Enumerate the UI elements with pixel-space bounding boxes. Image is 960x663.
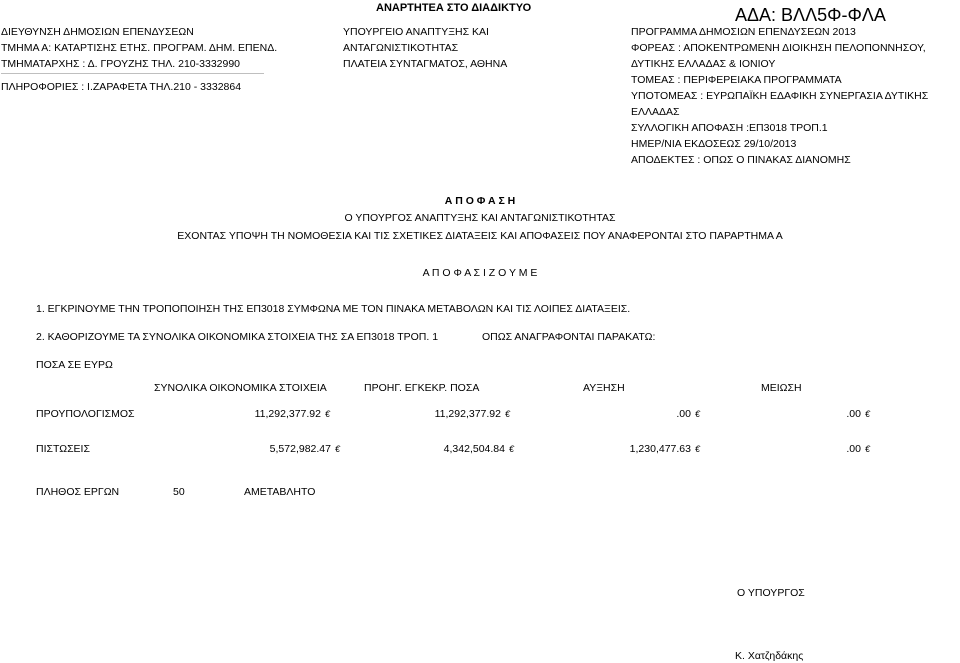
header-middle-line: ΥΠΟΥΡΓΕΙΟ ΑΝΑΠΤΥΞΗΣ ΚΑΙ [343,26,489,38]
header-right-line: ΑΠΟΔΕΚΤΕΣ : ΟΠΩΣ Ο ΠΙΝΑΚΑΣ ΔΙΑΝΟΜΗΣ [631,154,851,166]
euro-symbol: € [334,444,340,454]
header-left-line: ΤΜΗΜΑΤΑΡΧΗΣ : Δ. ΓΡΟΥΖΗΣ ΤΗΛ. 210-3332990 [1,58,241,70]
euro-symbol: € [694,444,700,454]
table-header-increase: ΑΥΞΗΣΗ [583,382,625,394]
header-left-line: ΔΙΕΥΘΥΝΣΗ ΔΗΜΟΣΙΩΝ ΕΠΕΝΔΥΣΕΩΝ [1,26,194,38]
euro-symbol: € [504,409,510,419]
header-right-line: ΣΥΛΛΟΓΙΚΗ ΑΠΟΦΑΣΗ :ΕΠ3018 ΤΡΟΠ.1 [631,122,828,134]
projects-label: ΠΛΗΘΟΣ ΕΡΓΩΝ [36,486,120,498]
header-right-line: ΦΟΡΕΑΣ : ΑΠΟΚΕΝΤΡΩΜΕΝΗ ΔΙΟΙΚΗΣΗ ΠΕΛΟΠΟΝΝΗΣΟΥ, [631,42,926,54]
amount-value: .00 [676,408,691,420]
table-header-decrease: ΜΕΙΩΣΗ [761,382,802,394]
projects-count: 50 [173,486,185,498]
ada-code: ΑΔΑ: ΒΛΛ5Φ-ΦΛΑ [735,5,886,25]
program-info-block [631,24,928,168]
header-middle-line: ΑΝΤΑΓΩΝΙΣΤΙΚΟΤΗΤΑΣ [343,42,459,54]
decision-item-2: 2. ΚΑΘΟΡΙΖΟΥΜΕ ΤΑ ΣΥΝΟΛΙΚΑ ΟΙΚΟΝΟΜΙΚΑ ΣΤΟΙΧΕΙΑ ΤΗΣ ΣΑ ΕΠ3018 ΤΡΟΠ. 1 [36,331,439,343]
euro-symbol: € [694,409,700,419]
table-cell-total [200,442,340,456]
decision-title: Α Π Ο Φ Α Σ Η [444,195,516,207]
amount-value: 4,342,504.84 [443,443,505,455]
table-cell-total [200,407,330,421]
decision-item-2-suffix: ΟΠΩΣ ΑΝΑΓΡΑΦΟΝΤΑΙ ΠΑΡΑΚΑΤΩ: [482,331,656,343]
decision-issuer: Ο ΥΠΟΥΡΓΟΣ ΑΝΑΠΤΥΞΗΣ ΚΑΙ ΑΝΤΑΓΩΝΙΣΤΙΚΟΤΗΤΑΣ [344,212,616,224]
header-right-line: ΗΜΕΡ/ΝΙΑ ΕΚΔΟΣΕΩΣ 29/10/2013 [631,138,797,150]
header-divider [1,73,264,74]
amount-value: 5,572,982.47 [269,443,331,455]
signatory-name: Κ. Χατζηδάκης [735,650,804,662]
projects-status: ΑΜΕΤΑΒΛΗΤΟ [244,486,316,498]
euro-symbol: € [864,444,870,454]
header-middle-line: ΠΛΑΤΕΙΑ ΣΥΝΤΑΓΜΑΤΟΣ, ΑΘΗΝΑ [343,58,508,70]
amount-value: 11,292,377.92 [434,408,501,420]
table-header-previous: ΠΡΟΗΓ. ΕΓΚΕΚΡ. ΠΟΣΑ [364,382,480,394]
header-right-line: ΤΟΜΕΑΣ : ΠΕΡΙΦΕΡΕΙΑΚΑ ΠΡΟΓΡΑΜΜΑΤΑ [631,74,842,86]
header-right-line: ΠΡΟΓΡΑΜΜΑ ΔΗΜΟΣΙΩΝ ΕΠΕΝΔΥΣΕΩΝ 2013 [631,26,856,38]
ministry-block [343,24,507,72]
euro-symbol: € [508,444,514,454]
contact-info: ΠΛΗΡΟΦΟΡΙΕΣ : Ι.ΖΑΡΑΦΕΤΑ ΤΗΛ.210 - 3332864 [1,81,242,93]
table-header-total: ΣΥΝΟΛΙΚΑ ΟΙΚΟΝΟΜΙΚΑ ΣΤΟΙΧΕΙΑ [154,382,327,394]
issuing-department [1,24,277,72]
table-row-label: ΠΡΟΥΠΟΛΟΓΙΣΜΟΣ [36,408,135,420]
header-left-line: ΤΜΗΜΑ Α: ΚΑΤΑΡΤΙΣΗΣ ΕΤΗΣ. ΠΡΟΓΡΑΜ. ΔΗΜ. ΕΠΕΝΔ. [1,42,278,54]
table-cell-increase [560,442,700,456]
decision-considering: ΕΧΟΝΤΑΣ ΥΠΟΨΗ ΤΗ ΝΟΜΟΘΕΣΙΑ ΚΑΙ ΤΙΣ ΣΧΕΤΙΚΕΣ ΔΙΑΤΑΞΕΙΣ ΚΑΙ ΑΠΟΦΑΣΕΙΣ ΠΟΥ ΑΝΑΦΕΡΟΝΤΑΙ ΣΤΟ ΠΑΡΑΡΤΗΜΑ Α [177,230,783,242]
amount-value: 11,292,377.92 [254,408,321,420]
table-cell-decrease [750,442,870,456]
euro-symbol: € [864,409,870,419]
header-right-line: ΥΠΟΤΟΜΕΑΣ : ΕΥΡΩΠΑΪΚΗ ΕΔΑΦΙΚΗ ΣΥΝΕΡΓΑΣΙΑ ΔΥΤΙΚΗΣ [631,90,929,102]
amounts-unit-label: ΠΟΣΑ ΣΕ ΕΥΡΩ [36,359,113,371]
table-cell-increase [580,407,700,421]
decides-heading: Α Π Ο Φ Α Σ Ι Ζ Ο Υ Μ Ε [422,267,538,279]
amount-value: .00 [846,443,861,455]
header-right-line: ΔΥΤΙΚΗΣ ΕΛΛΑΔΑΣ & ΙΟΝΙΟΥ [631,58,776,70]
header-right-line: ΕΛΛΑΔΑΣ [631,106,680,118]
posting-notice: ΑΝΑΡΤΗΤΕΑ ΣΤΟ ΔΙΑΔΙΚΤΥΟ [376,2,532,14]
amount-value: .00 [846,408,861,420]
table-cell-previous [380,407,510,421]
table-cell-decrease [750,407,870,421]
table-row-label: ΠΙΣΤΩΣΕΙΣ [36,443,90,455]
decision-item-1: 1. ΕΓΚΡΙΝΟΥΜΕ ΤΗΝ ΤΡΟΠΟΠΟΙΗΣΗ ΤΗΣ ΕΠ3018 ΣΥΜΦΩΝΑ ΜΕ ΤΟΝ ΠΙΝΑΚΑ ΜΕΤΑΒΟΛΩΝ ΚΑΙ ΤΙΣ ΛΟΙΠΕΣ ΔΙΑΤΑΞΕΙΣ. [36,303,631,315]
table-cell-previous [380,442,514,456]
signatory-title: Ο ΥΠΟΥΡΓΟΣ [737,587,805,599]
euro-symbol: € [324,409,330,419]
amount-value: 1,230,477.63 [629,443,691,455]
